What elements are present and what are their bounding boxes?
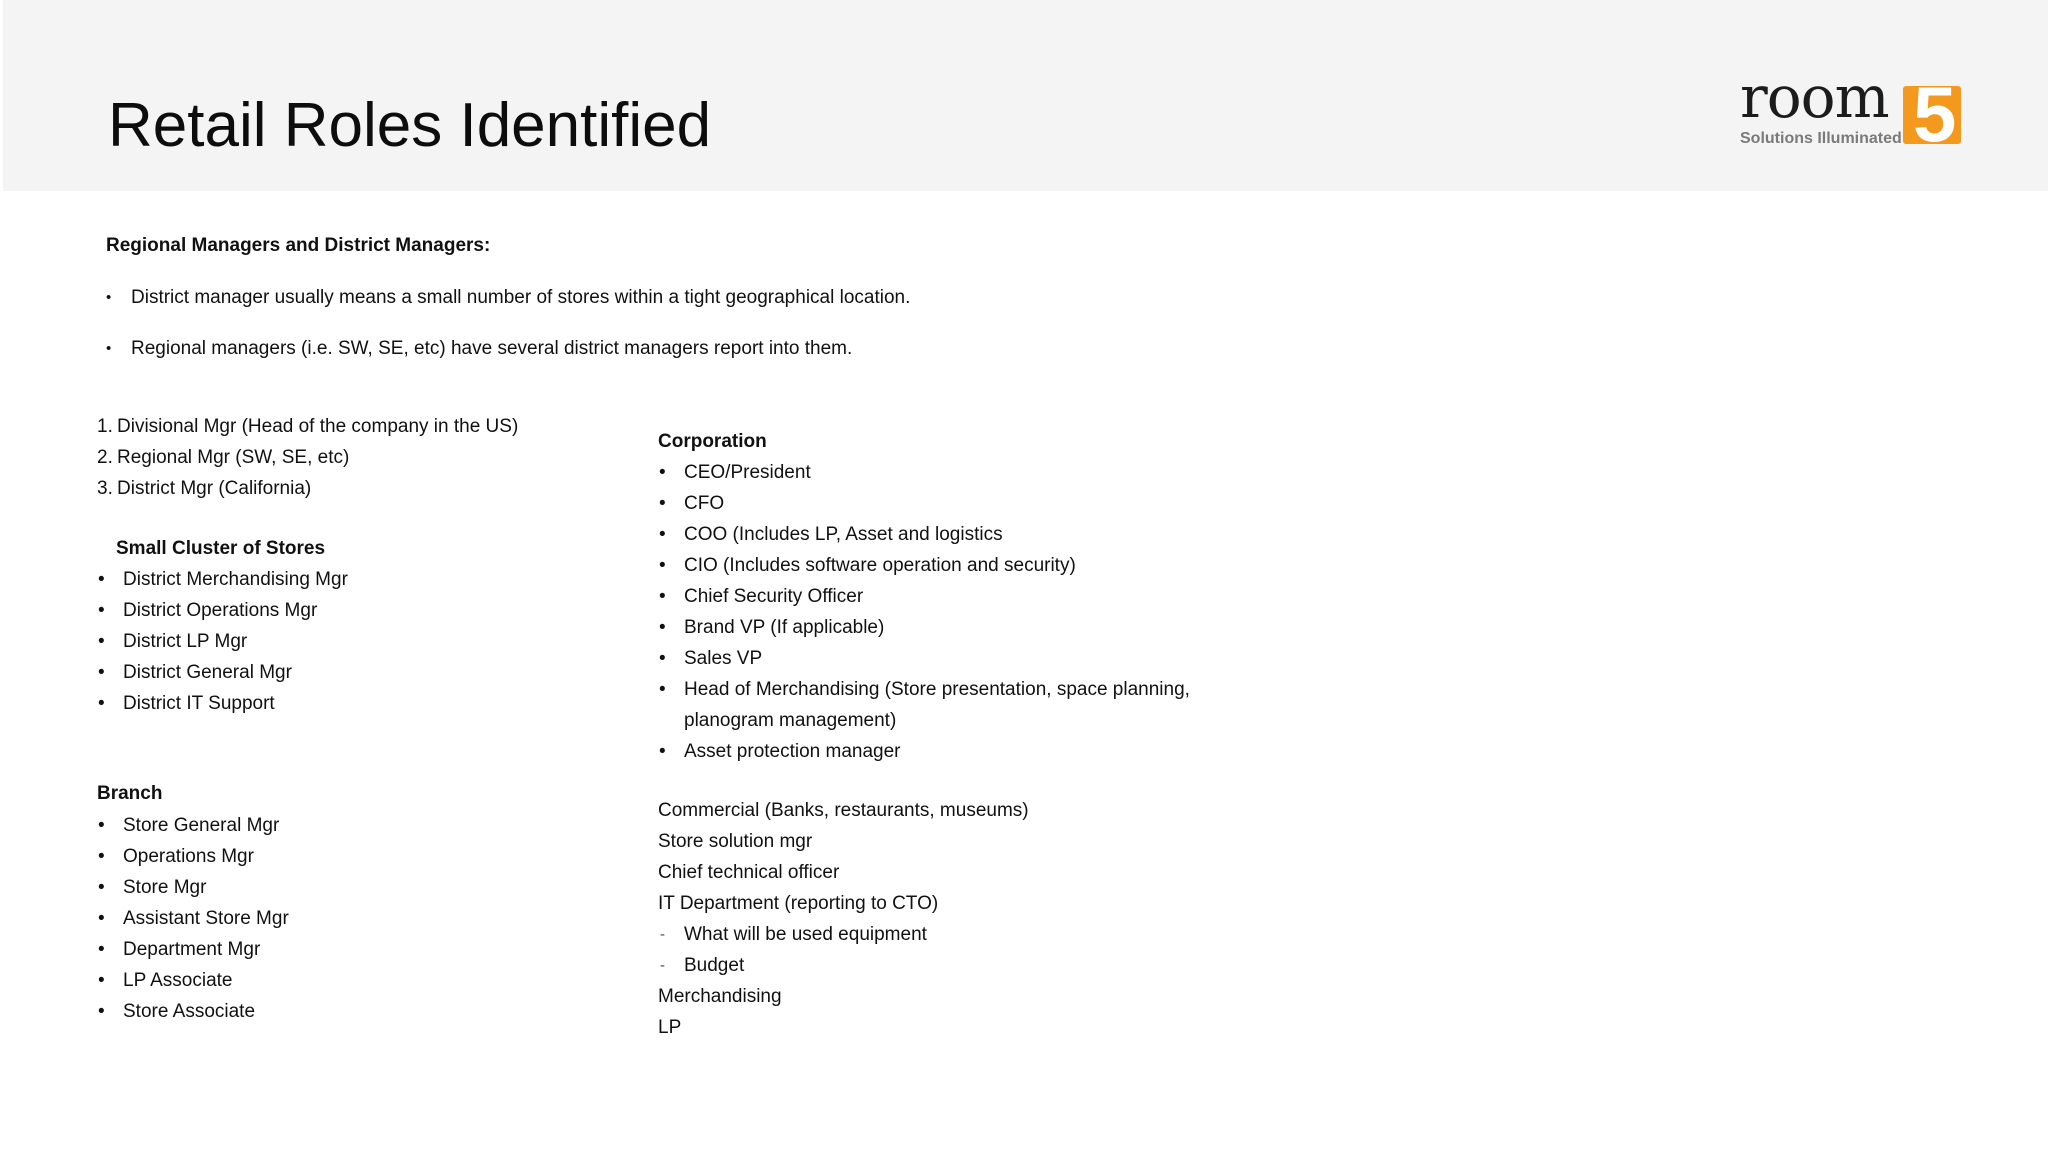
list-item: • Store General Mgr	[97, 810, 289, 841]
list-item: • CEO/President	[658, 457, 1190, 488]
intro-heading: Regional Managers and District Managers:	[106, 235, 491, 256]
cluster-heading: Small Cluster of Stores	[116, 538, 326, 559]
list-item: • CFO	[658, 488, 1190, 519]
corporation-list	[658, 457, 1190, 767]
list-item: • District IT Support	[97, 688, 348, 719]
list-item: • Brand VP (If applicable)	[658, 612, 1190, 643]
room5-logo	[1738, 63, 1964, 156]
list-item: • COO (Includes LP, Asset and logistics	[658, 519, 1190, 550]
logo-word: room	[1740, 63, 1889, 131]
page-title: Retail Roles Identified	[108, 91, 712, 160]
list-item: • Regional managers (i.e. SW, SE, etc) have several district managers report into them.	[106, 337, 910, 388]
list-item: • Chief Security Officer	[658, 581, 1190, 612]
list-item: - Budget	[658, 950, 927, 981]
logo-number: 5	[1913, 86, 1957, 144]
list-item: • LP Associate	[97, 965, 289, 996]
list-item: • District Operations Mgr	[97, 595, 348, 626]
logo-tagline: Solutions Illuminated	[1740, 130, 1902, 147]
list-item	[658, 674, 1190, 736]
commercial-lines	[658, 795, 1029, 919]
list-item: LP	[658, 1017, 682, 1038]
list-item: • Operations Mgr	[97, 841, 289, 872]
list-item: • Sales VP	[658, 643, 1190, 674]
logo-number-box	[1903, 86, 1961, 144]
list-item	[97, 442, 518, 473]
it-department-sub-list	[658, 919, 927, 981]
hierarchy-list	[97, 411, 518, 504]
branch-heading: Branch	[97, 783, 163, 804]
list-item-text: Regional Mgr (SW, SE, etc)	[117, 447, 350, 468]
list-item-line: • Head of Merchandising (Store presentation, space planning,	[684, 679, 1190, 700]
branch-list	[97, 810, 289, 1027]
commercial-lines-bottom	[658, 981, 782, 1043]
list-item	[97, 411, 518, 442]
list-item: • Asset protection manager	[658, 736, 1190, 767]
list-item: • District General Mgr	[97, 657, 348, 688]
list-item-text: Divisional Mgr (Head of the company in the US)	[117, 416, 519, 437]
list-item	[97, 473, 518, 504]
list-item: Store solution mgr	[658, 831, 813, 852]
list-item: Commercial (Banks, restaurants, museums)	[658, 800, 1029, 821]
list-item: - What will be used equipment	[658, 919, 927, 950]
list-number: 2.	[97, 447, 113, 468]
list-item-line: planogram management)	[684, 710, 897, 731]
list-item: IT Department (reporting to CTO)	[658, 893, 939, 914]
list-item-text: District Mgr (California)	[117, 478, 312, 499]
list-item: • District manager usually means a small number of stores within a tight geographical location.	[106, 286, 910, 337]
list-number: 1.	[97, 416, 113, 437]
list-item: • Department Mgr	[97, 934, 289, 965]
list-item: Merchandising	[658, 986, 782, 1007]
list-item: • District LP Mgr	[97, 626, 348, 657]
cluster-list	[97, 564, 348, 719]
list-item: • Store Mgr	[97, 872, 289, 903]
list-item: • District Merchandising Mgr	[97, 564, 348, 595]
intro-bullet-list	[106, 286, 910, 388]
list-number: 3.	[97, 478, 113, 499]
list-item: • Assistant Store Mgr	[97, 903, 289, 934]
corporation-heading: Corporation	[658, 431, 767, 452]
list-item: Chief technical officer	[658, 862, 840, 883]
list-item: • Store Associate	[97, 996, 289, 1027]
list-item: • CIO (Includes software operation and security)	[658, 550, 1190, 581]
